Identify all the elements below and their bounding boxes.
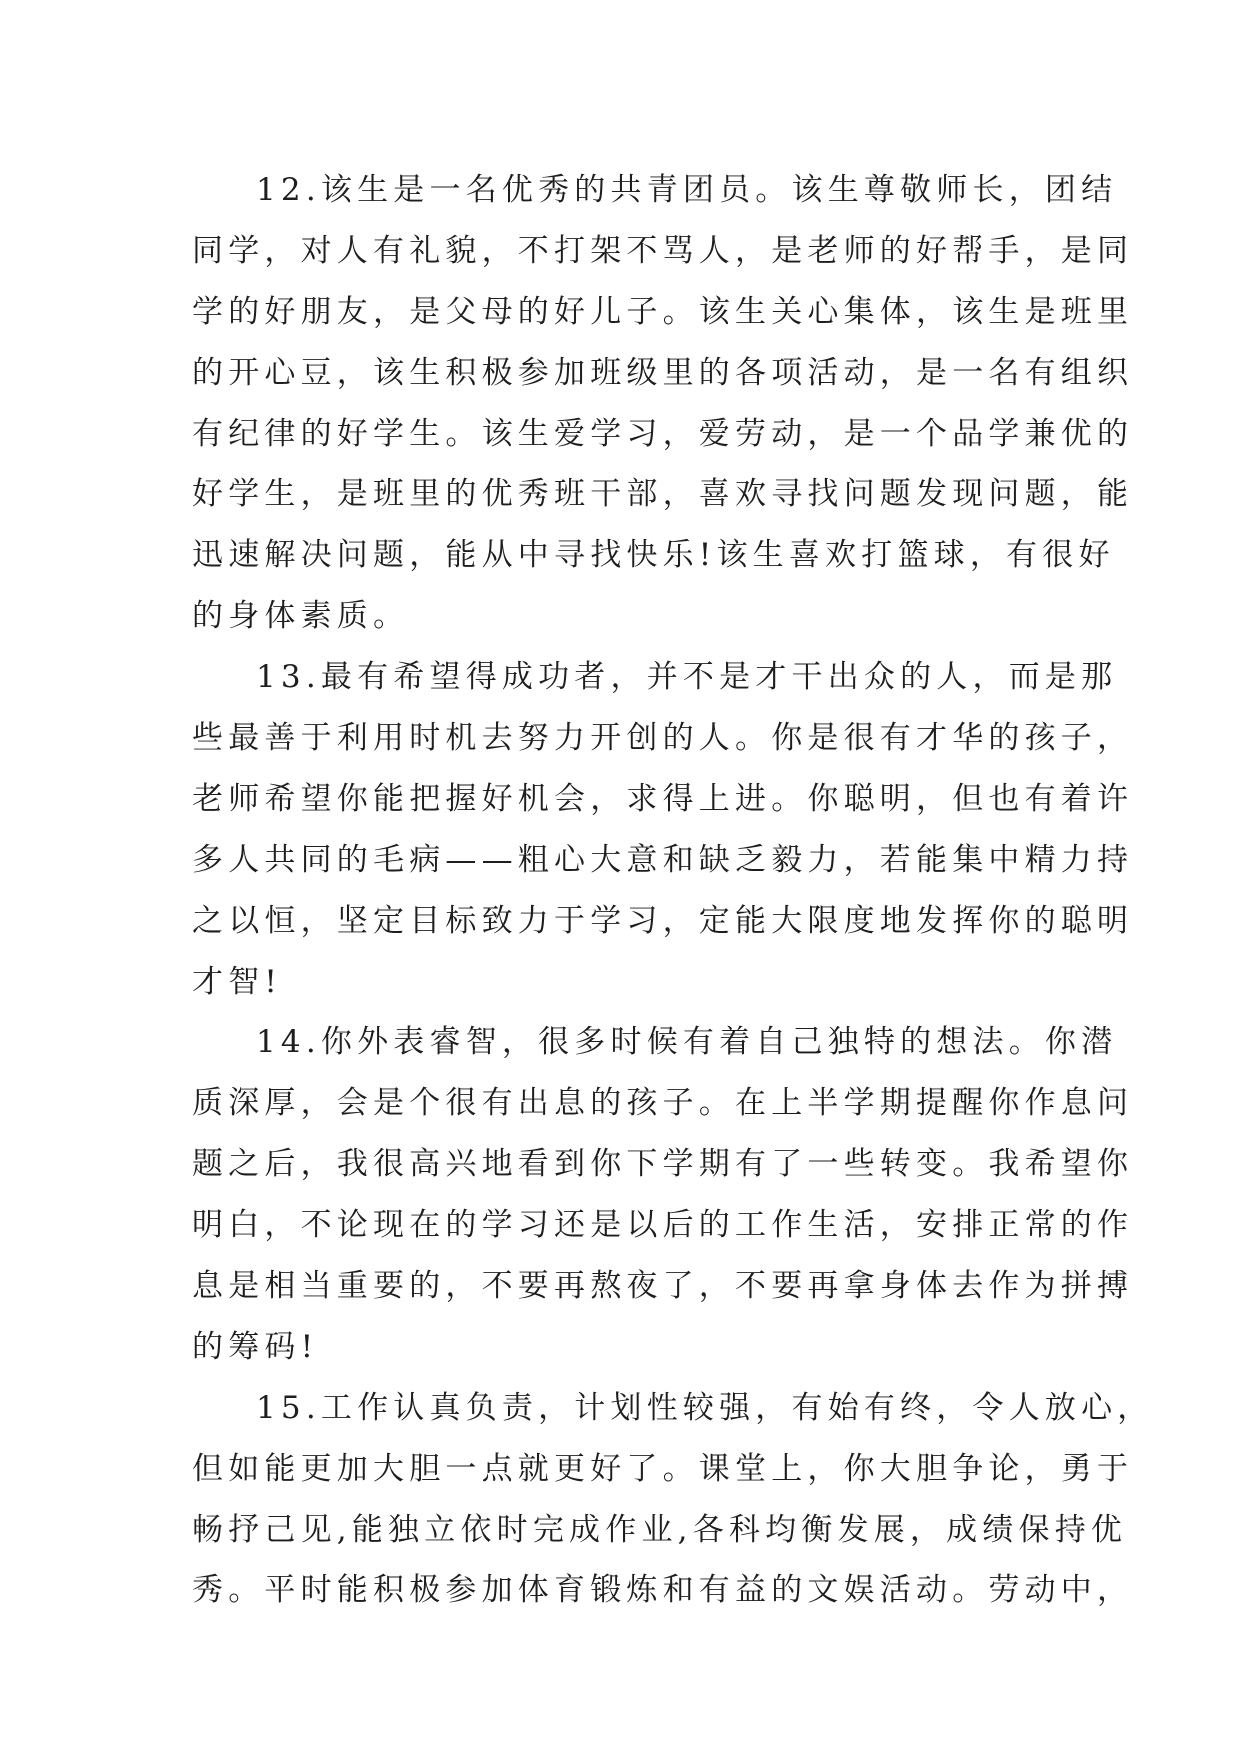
text-line: 息是相当重要的，不要再熬夜了，不要再拿身体去作为拼搏 bbox=[192, 1268, 1134, 1305]
text-line: 有纪律的好学生。该生爱学习，爱劳动，是一个品学兼优的 bbox=[192, 415, 1134, 452]
text-line: 同学，对人有礼貌，不打架不骂人，是老师的好帮手，是同 bbox=[192, 232, 1134, 269]
paragraph-15 bbox=[192, 1378, 1154, 1622]
text-line: 15.工作认真负责，计划性较强，有始有终，令人放心， bbox=[256, 1389, 1154, 1426]
paragraph-12 bbox=[192, 160, 1134, 647]
text-line: 多人共同的毛病——粗心大意和缺乏毅力，若能集中精力持 bbox=[192, 841, 1134, 878]
text-line: 畅抒己见,能独立依时完成作业,各科均衡发展，成绩保持优 bbox=[192, 1511, 1128, 1548]
text-line: 13.最有希望得成功者，并不是才干出众的人，而是那 bbox=[256, 659, 1118, 696]
text-line: 质深厚，会是个很有出息的孩子。在上半学期提醒你作息问 bbox=[192, 1085, 1134, 1122]
text-line: 但如能更加大胆一点就更好了。课堂上，你大胆争论，勇于 bbox=[192, 1450, 1134, 1487]
text-line: 老师希望你能把握好机会，求得上进。你聪明，但也有着许 bbox=[192, 780, 1134, 817]
document-body bbox=[192, 160, 1154, 1621]
text-line: 之以恒，坚定目标致力于学习，定能大限度地发挥你的聪明 bbox=[192, 902, 1134, 939]
text-line: 14.你外表睿智，很多时候有着自己独特的想法。你潜 bbox=[256, 1024, 1118, 1061]
paragraph-14 bbox=[192, 1012, 1134, 1377]
text-line: 的筹码! bbox=[192, 1328, 319, 1365]
paragraph-13 bbox=[192, 647, 1134, 1012]
text-line: 好学生，是班里的优秀班干部，喜欢寻找问题发现问题，能 bbox=[192, 476, 1134, 513]
text-line: 12.该生是一名优秀的共青团员。该生尊敬师长，团结 bbox=[256, 172, 1118, 208]
text-line: 些最善于利用时机去努力开创的人。你是很有才华的孩子， bbox=[192, 720, 1134, 757]
text-line: 的身体素质。 bbox=[192, 598, 410, 635]
text-line: 秀。平时能积极参加体育锻炼和有益的文娱活动。劳动中， bbox=[192, 1572, 1134, 1609]
text-line: 学的好朋友，是父母的好儿子。该生关心集体，该生是班里 bbox=[192, 293, 1134, 330]
text-line: 的开心豆，该生积极参加班级里的各项活动，是一名有组织 bbox=[192, 354, 1134, 391]
text-line: 题之后，我很高兴地看到你下学期有了一些转变。我希望你 bbox=[192, 1146, 1134, 1183]
text-line: 才智! bbox=[192, 963, 283, 1000]
text-line: 迅速解决问题，能从中寻找快乐!该生喜欢打篮球，有很好 bbox=[192, 537, 1115, 574]
text-line: 明白，不论现在的学习还是以后的工作生活，安排正常的作 bbox=[192, 1207, 1134, 1244]
